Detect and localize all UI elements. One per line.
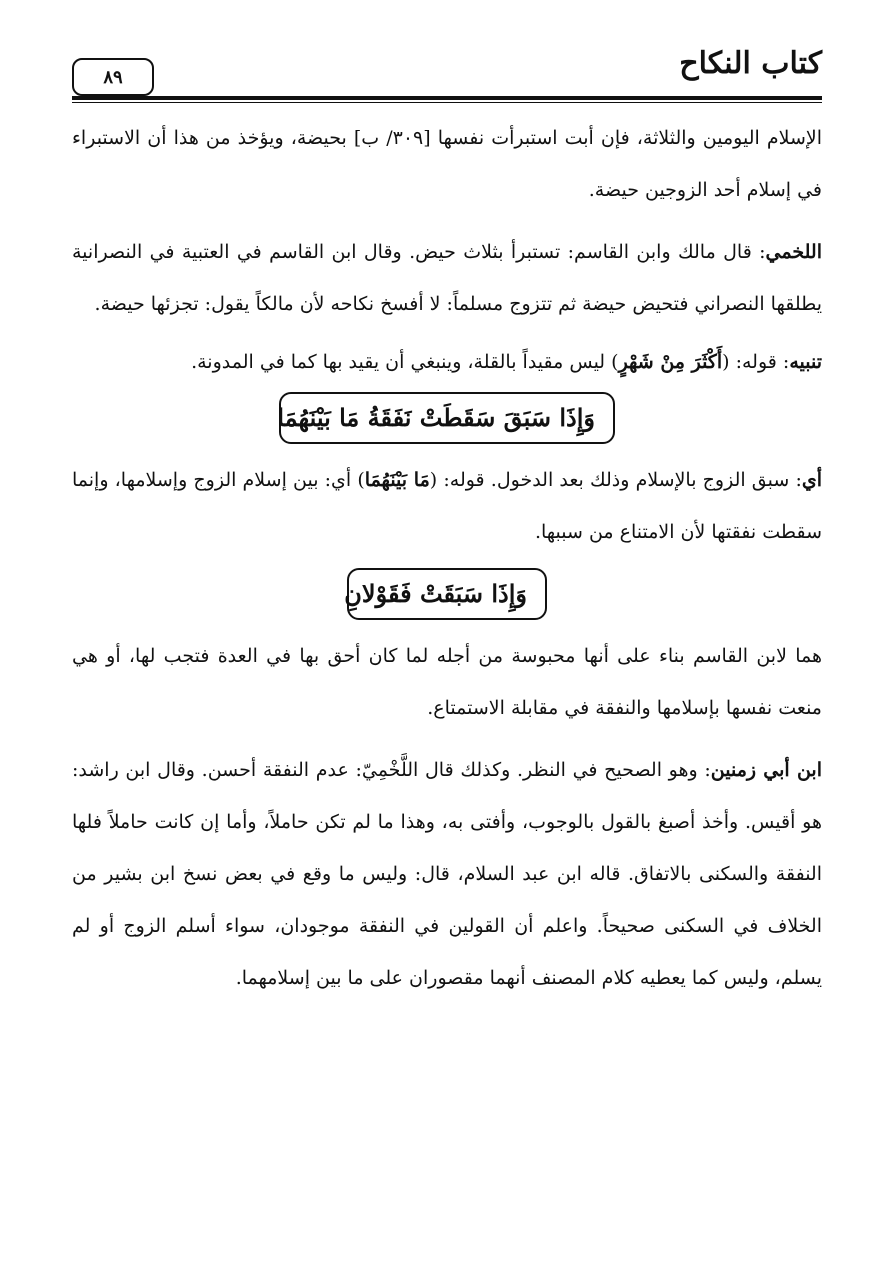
note-text-b: ) ليس مقيداً بالقلة، وينبغي أن يقيد بها كما في المدونة.: [191, 351, 619, 373]
paragraph-6: [72, 744, 822, 1004]
paragraph-6-text: : وهو الصحيح في النظر. وكذلك قال اللَّخْمِيّ: عدم النفقة أحسن. وقال ابن راشد: هو أقيس. وأخذ أصبغ بالقول بالوجوب، وأفتى به، وهذا ما لم تكن حاملاً، وأما إن كانت حاملاً فلها النفقة والسكنى بالاتفاق. قاله ابن عبد السلام، قال: وليس ما وقع في بعض نسخ ابن بشير من الخلاف في السكنى صحيحاً. واعلم أن القولين في النفقة موجودان، سواء أسلم الزوج أو لم يسلم، وليس كما يعطيه كلام المصنف أنهما مقصوران على ما بين إسلامهما.: [72, 759, 822, 989]
note-text-a: : قوله: (: [722, 351, 790, 373]
matn-box-1: وَإِذَا سَبَقَ سَقَطَتْ نَفَقَةُ مَا بَيْنَهُمَا: [279, 392, 615, 444]
paragraph-4: [72, 454, 822, 558]
paragraph-2-lead: اللخمي: [765, 241, 822, 263]
note-lead: تنبيه: [789, 351, 822, 373]
paragraph-5: هما لابن القاسم بناء على أنها محبوسة من أجله لما كان أحق بها في العدة فتجب لها، أو هي منعت نفسها بإسلامها والنفقة في مقابلة الاستمتاع.: [72, 645, 822, 719]
paragraph-4-text-a: : سبق الزوج بالإسلام وذلك بعد الدخول. قوله: (: [429, 469, 802, 491]
book-title: كتاب النكاح: [679, 46, 822, 81]
page-body: [72, 112, 822, 1014]
paragraph-3-note: [72, 342, 822, 382]
header-rule-thick: [72, 96, 822, 100]
paragraph-2-text: : قال مالك وابن القاسم: تستبرأ بثلاث حيض. وقال ابن القاسم في العتبية في النصرانية يطلقها النصراني فتحيض حيضة ثم تتزوج مسلماً: لا أفسخ نكاحه لأن مالكاً يقول: تجزئها حيضة.: [72, 241, 822, 315]
page-number: ٨٩: [103, 66, 123, 88]
page-number-box: [72, 58, 154, 96]
matn-box-2: وَإِذَا سَبَقَتْ فَقَوْلانِ: [347, 568, 547, 620]
paragraph-4-lead: أي: [801, 469, 823, 491]
note-quote: أَكْثَرَ مِنْ شَهْرٍ: [618, 351, 723, 373]
matn-box-row-2: [72, 568, 822, 620]
matn-box-row-1: [72, 392, 822, 444]
paragraph-4-text-b: ) أي: بين إسلام الزوج وإسلامها، وإنما سقطت نفقتها لأن الامتناع من سببها.: [72, 469, 822, 543]
page-header: [72, 44, 822, 100]
paragraph-2: [72, 226, 822, 330]
paragraph-1: الإسلام اليومين والثلاثة، فإن أبت استبرأت نفسها [٣٠٩/ ب] بحيضة، ويؤخذ من هذا أن الاستبراء في إسلام أحد الزوجين حيضة.: [72, 127, 822, 201]
paragraph-4-quote: مَا بَيْنَهُمَا: [364, 469, 430, 491]
paragraph-6-lead: ابن أبي زمنين: [710, 759, 822, 781]
header-rule-thin: [72, 102, 822, 103]
